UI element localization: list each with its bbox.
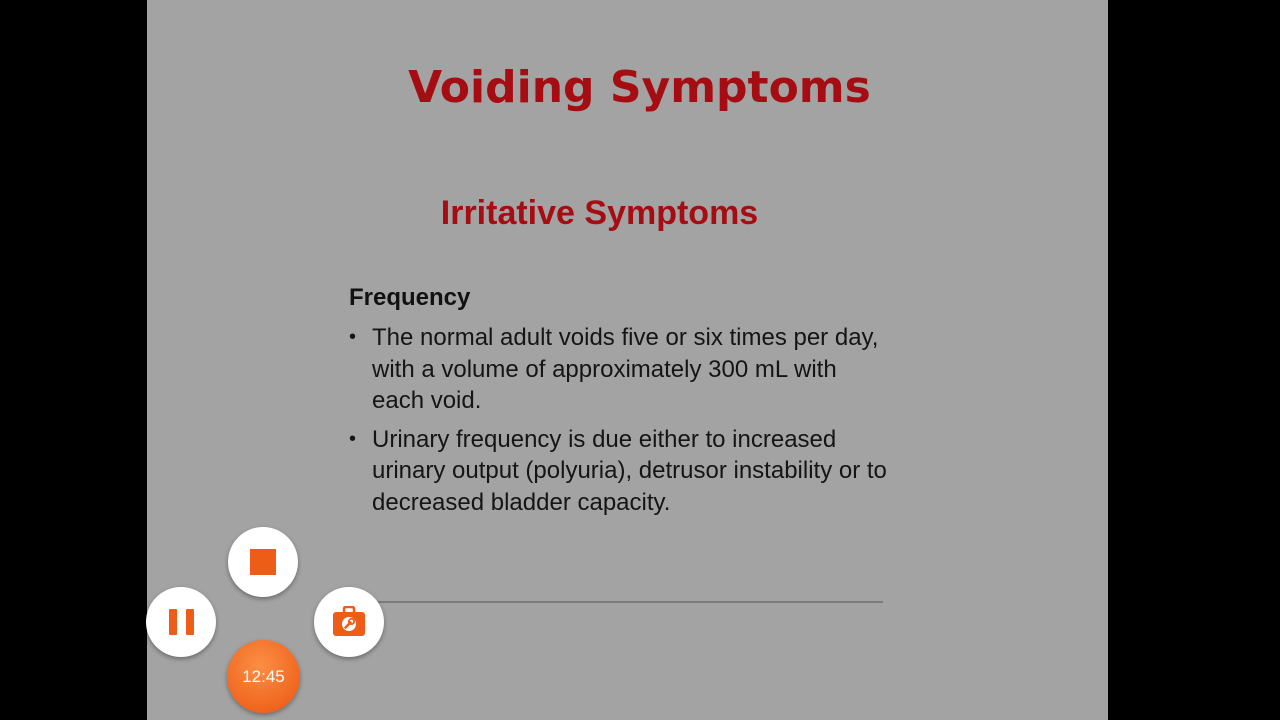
bullet-text: The normal adult voids five or six times per day, with a volume of approximately 300 mL with each void. xyxy=(372,324,879,414)
stop-recording-button[interactable] xyxy=(228,527,298,597)
pause-recording-button[interactable] xyxy=(146,587,216,657)
bullet-marker: • xyxy=(349,427,357,450)
recording-timer[interactable]: 12:45 xyxy=(227,640,300,713)
section-heading: Frequency xyxy=(349,284,471,311)
bullet-item xyxy=(347,322,892,417)
toolbox-icon xyxy=(332,606,366,638)
bullet-item xyxy=(347,424,892,519)
tools-button[interactable] xyxy=(314,587,384,657)
bullet-text: Urinary frequency is due either to increased urinary output (polyuria), detrusor instability or to decreased bladder capacity. xyxy=(372,425,887,516)
bullet-marker: • xyxy=(349,326,357,348)
stop-icon xyxy=(250,549,276,575)
slide-title: Voiding Symptoms xyxy=(408,62,871,113)
slide-subtitle: Irritative Symptoms xyxy=(440,194,759,232)
bullet-list xyxy=(347,322,892,525)
pause-icon xyxy=(169,609,194,635)
presentation-slide xyxy=(147,0,1108,720)
footer-divider xyxy=(372,601,883,603)
